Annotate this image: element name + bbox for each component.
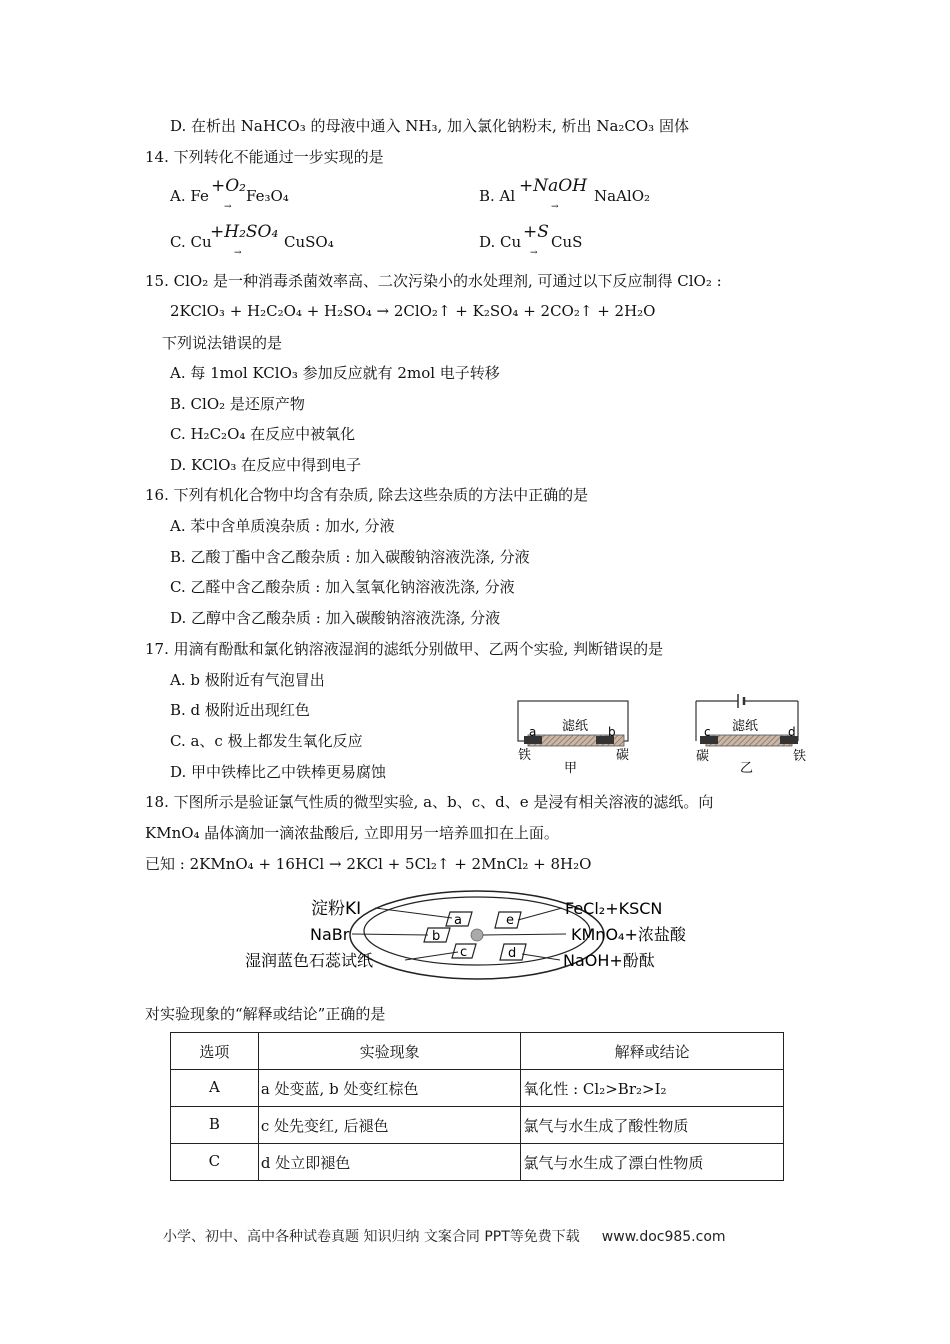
jia-paper-label: 滤纸 (562, 719, 589, 734)
petri-dish-figure (240, 884, 710, 984)
footer-text: 小学、初中、高中各种试卷真题 知识归纳 文案合同 PPT等免费下载 (163, 1229, 580, 1245)
jia-caption: 甲 (564, 761, 578, 776)
table-header-row (171, 1033, 784, 1070)
q18-stem-line2: KMnO₄ 晶体滴加一滴浓盐酸后, 立即用另一培养皿扣在上面。 (145, 824, 559, 842)
q15-equation: 2KClO₃ + H₂C₂O₄ + H₂SO₄ → 2ClO₂↑ + K₂SO₄ + 2CO₂↑ + 2H₂O (170, 302, 656, 320)
row-a-option: A (171, 1070, 259, 1107)
q17-option-b: B. d 极附近出现红色 (170, 701, 310, 719)
table-row (171, 1107, 784, 1144)
header-phenomenon: 实验现象 (258, 1033, 521, 1070)
q17-option-d: D. 甲中铁棒比乙中铁棒更易腐蚀 (170, 763, 387, 781)
q13-option-d: D. 在析出 NaHCO₃ 的母液中通入 NH₃, 加入氯化钠粉末, 析出 Na₂CO₃ 固体 (170, 117, 689, 135)
row-b-conclusion: 氯气与水生成了酸性物质 (521, 1107, 784, 1144)
yi-left-label: 碳 (696, 749, 710, 764)
q15-option-b: B. ClO₂ 是还原产物 (170, 395, 305, 413)
header-option: 选项 (171, 1033, 259, 1070)
label-nabr: NaBr (310, 925, 350, 944)
cell-yi (696, 694, 806, 776)
jia-left-label: 铁 (518, 748, 532, 763)
paper-e-label: e (506, 913, 514, 928)
row-c-option: C (171, 1144, 259, 1181)
row-c-conclusion: 氯气与水生成了漂白性物质 (521, 1144, 784, 1181)
q15-stem: 15. ClO₂ 是一种消毒杀菌效率高、二次污染小的水处理剂, 可通过以下反应制得 ClO₂ : (145, 272, 722, 290)
cell-jia (518, 701, 629, 776)
label-kmno4-hcl: KMnO₄+浓盐酸 (571, 925, 686, 944)
q14-option-a: A. Fe +O₂ → Fe₃O₄ (170, 176, 289, 212)
q16-option-a: A. 苯中含单质溴杂质 : 加水, 分液 (170, 517, 395, 535)
q16-option-c: C. 乙醛中含乙酸杂质 : 加入氢氧化钠溶液洗涤, 分液 (170, 578, 515, 596)
label-fecl2-kscn: FeCl₂+KSCN (565, 899, 663, 918)
jia-right-label: 碳 (616, 748, 630, 763)
q16-option-d: D. 乙醇中含乙酸杂质 : 加入碳酸钠溶液洗涤, 分液 (170, 609, 501, 627)
footer-url[interactable]: www.doc985.com (601, 1229, 726, 1245)
paper-d-label: d (508, 946, 517, 961)
table-row (171, 1144, 784, 1181)
q14-option-b: B. Al +NaOH → NaAlO₂ (479, 176, 651, 212)
jia-a-label: a (529, 725, 537, 739)
q15-option-d: D. KClO₃ 在反应中得到电子 (170, 456, 362, 474)
paper-c-label: c (460, 945, 468, 960)
label-litmus: 湿润蓝色石蕊试纸 (245, 951, 374, 970)
yi-c-label: c (704, 725, 711, 739)
label-starch-ki: 淀粉KI (311, 899, 362, 919)
q18-known-equation: 已知 : 2KMnO₄ + 16HCl → 2KCl + 5Cl₂↑ + 2MnCl₂ + 8H₂O (145, 855, 592, 873)
table-row (171, 1070, 784, 1107)
electrolysis-figure (510, 690, 810, 780)
label-naoh-phenolphthalein: NaOH+酚酞 (563, 951, 655, 970)
yi-d-label: d (788, 725, 796, 739)
row-b-option: B (171, 1107, 259, 1144)
page-footer (163, 1226, 726, 1246)
paper-b-label: b (432, 929, 441, 944)
result-table (170, 1032, 784, 1181)
q16-stem: 16. 下列有机化合物中均含有杂质, 除去这些杂质的方法中正确的是 (145, 486, 589, 504)
q15-option-a: A. 每 1mol KClO₃ 参加反应就有 2mol 电子转移 (170, 364, 500, 382)
jia-b-label: b (608, 725, 616, 739)
row-b-phenomenon: c 处先变红, 后褪色 (258, 1107, 521, 1144)
q17-option-a: A. b 极附近有气泡冒出 (170, 671, 325, 689)
row-a-phenomenon: a 处变蓝, b 处变红棕色 (258, 1070, 521, 1107)
header-conclusion: 解释或结论 (521, 1033, 784, 1070)
row-a-conclusion: 氧化性 : Cl₂>Br₂>I₂ (521, 1070, 784, 1107)
yi-paper-label: 滤纸 (732, 719, 759, 734)
q18-stem-line1: 18. 下图所示是验证氯气性质的微型实验, a、b、c、d、e 是浸有相关溶液的滤纸。向 (145, 793, 714, 811)
q17-option-c: C. a、c 极上都发生氧化反应 (170, 732, 363, 750)
q17-stem: 17. 用滴有酚酞和氯化钠溶液湿润的滤纸分别做甲、乙两个实验, 判断错误的是 (145, 640, 664, 658)
paper-a-label: a (454, 913, 462, 928)
yi-right-label: 铁 (793, 749, 807, 764)
q18-table-intro: 对实验现象的“解释或结论”正确的是 (145, 1005, 386, 1023)
q16-option-b: B. 乙酸丁酯中含乙酸杂质 : 加入碳酸钠溶液洗涤, 分液 (170, 548, 530, 566)
yi-caption: 乙 (740, 761, 754, 776)
q15-prompt: 下列说法错误的是 (162, 334, 283, 352)
q14-option-d: D. Cu +S → CuS (479, 222, 583, 258)
q14-option-c: C. Cu +H₂SO₄ → CuSO₄ (170, 222, 334, 258)
row-c-phenomenon: d 处立即褪色 (258, 1144, 521, 1181)
q15-option-c: C. H₂C₂O₄ 在反应中被氧化 (170, 425, 356, 443)
q14-stem: 14. 下列转化不能通过一步实现的是 (145, 148, 384, 166)
